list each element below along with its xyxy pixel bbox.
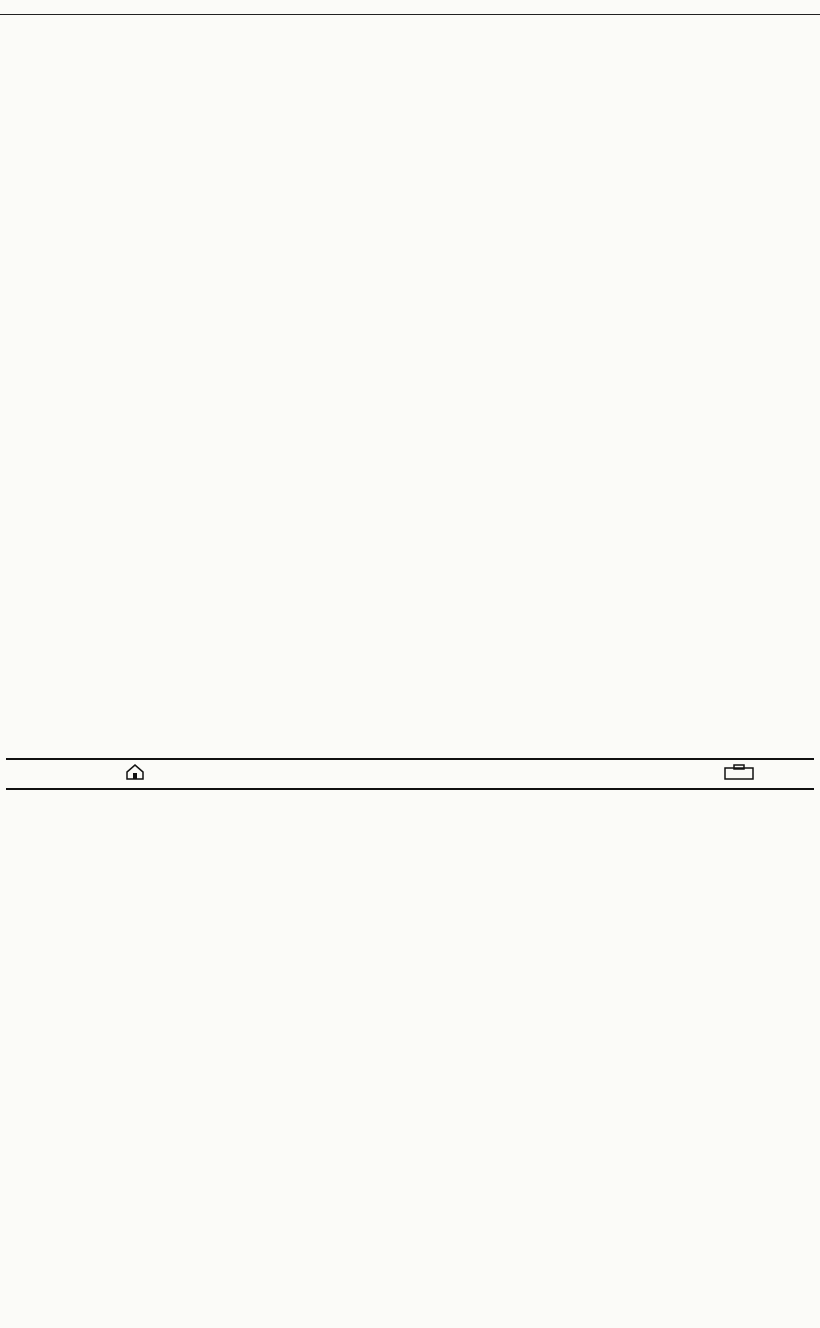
home-service-guide-banner [6,758,814,790]
toolbox-icon [724,764,754,780]
house-key-icon [126,764,144,780]
page-header [0,0,820,15]
help-wanted-section [6,16,814,756]
service-guide-section [6,790,814,1320]
